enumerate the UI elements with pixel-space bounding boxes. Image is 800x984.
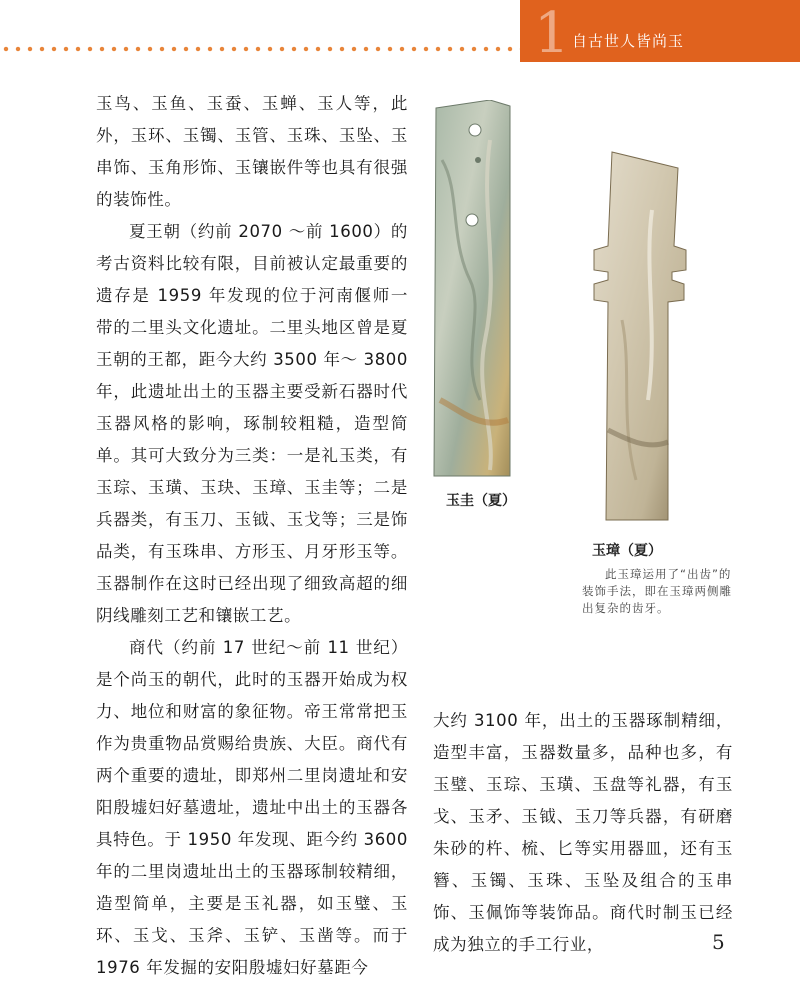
- page-number: 5: [712, 930, 725, 954]
- jade-zhang-photo: [592, 150, 688, 522]
- caption-zhang: 玉璋（夏）: [592, 543, 662, 559]
- note-text: 此玉璋运用了“出齿”的装饰手法，即在玉璋两侧雕出复杂的齿牙。: [582, 567, 732, 615]
- jade-gui-photo: [430, 100, 516, 480]
- caption-gui: 玉圭（夏）: [446, 493, 516, 509]
- left-text-column: [96, 88, 408, 984]
- chapter-title: 自古世人皆尚玉: [572, 32, 685, 50]
- paragraph: 夏王朝（约前 2070 ～前 1600）的考古资料比较有限，目前被认定最重要的遗存是 1959 年发现的位于河南偃师一带的二里头文化遗址。二里头地区曾是夏王朝的王都，距今大约 3500 年～ 3800 年，此遗址出土的玉器主要受新石器时代玉器风格的影响，琢制较粗糙，造型简单。其可大致分为三类：一是礼玉类，有玉琮、玉璜、玉玦、玉璋、玉圭等；二是兵器类，有玉刀、玉钺、玉戈等；三是饰品类，有玉珠串、方形玉、月牙形玉等。玉器制作在这时已经出现了细致高超的细阴线雕刻工艺和镶嵌工艺。: [96, 222, 408, 625]
- chapter-number: 1: [534, 1, 570, 66]
- paragraph: 商代（约前 17 世纪～前 11 世纪）是个尚玉的朝代，此时的玉器开始成为权力、地位和财富的象征物。帝王常常把玉作为贵重物品赏赐给贵族、大臣。商代有两个重要的遗址，即郑州二里岗遗址和安阳殷墟妇好墓遗址，遗址中出土的玉器各具特色。于 1950 年发现、距今约 3600 年的二里岗遗址出土的玉器琢制较精细，造型简单，主要是玉礼器，如玉璧、玉环、玉戈、玉斧、玉铲、玉凿等。而于 1976 年发掘的安阳殷墟妇好墓距今: [96, 638, 408, 977]
- right-text-column: [433, 705, 733, 961]
- dotted-rule: [0, 46, 520, 52]
- paragraph: 玉鸟、玉鱼、玉蚕、玉蝉、玉人等，此外，玉环、玉镯、玉管、玉珠、玉坠、玉串饰、玉角形饰、玉镶嵌件等也具有很强的装饰性。: [96, 94, 408, 209]
- caption-note: [582, 566, 732, 617]
- paragraph: 大约 3100 年，出土的玉器琢制精细，造型丰富，玉器数量多，品种也多，有玉璧、玉琮、玉璜、玉盘等礼器，有玉戈、玉矛、玉钺、玉刀等兵器，有研磨朱砂的杵、梳、匕等实用器皿，还有玉簪、玉镯、玉珠、玉坠及组合的玉串饰、玉佩饰等装饰品。商代时制玉已经成为独立的手工行业，: [433, 711, 733, 954]
